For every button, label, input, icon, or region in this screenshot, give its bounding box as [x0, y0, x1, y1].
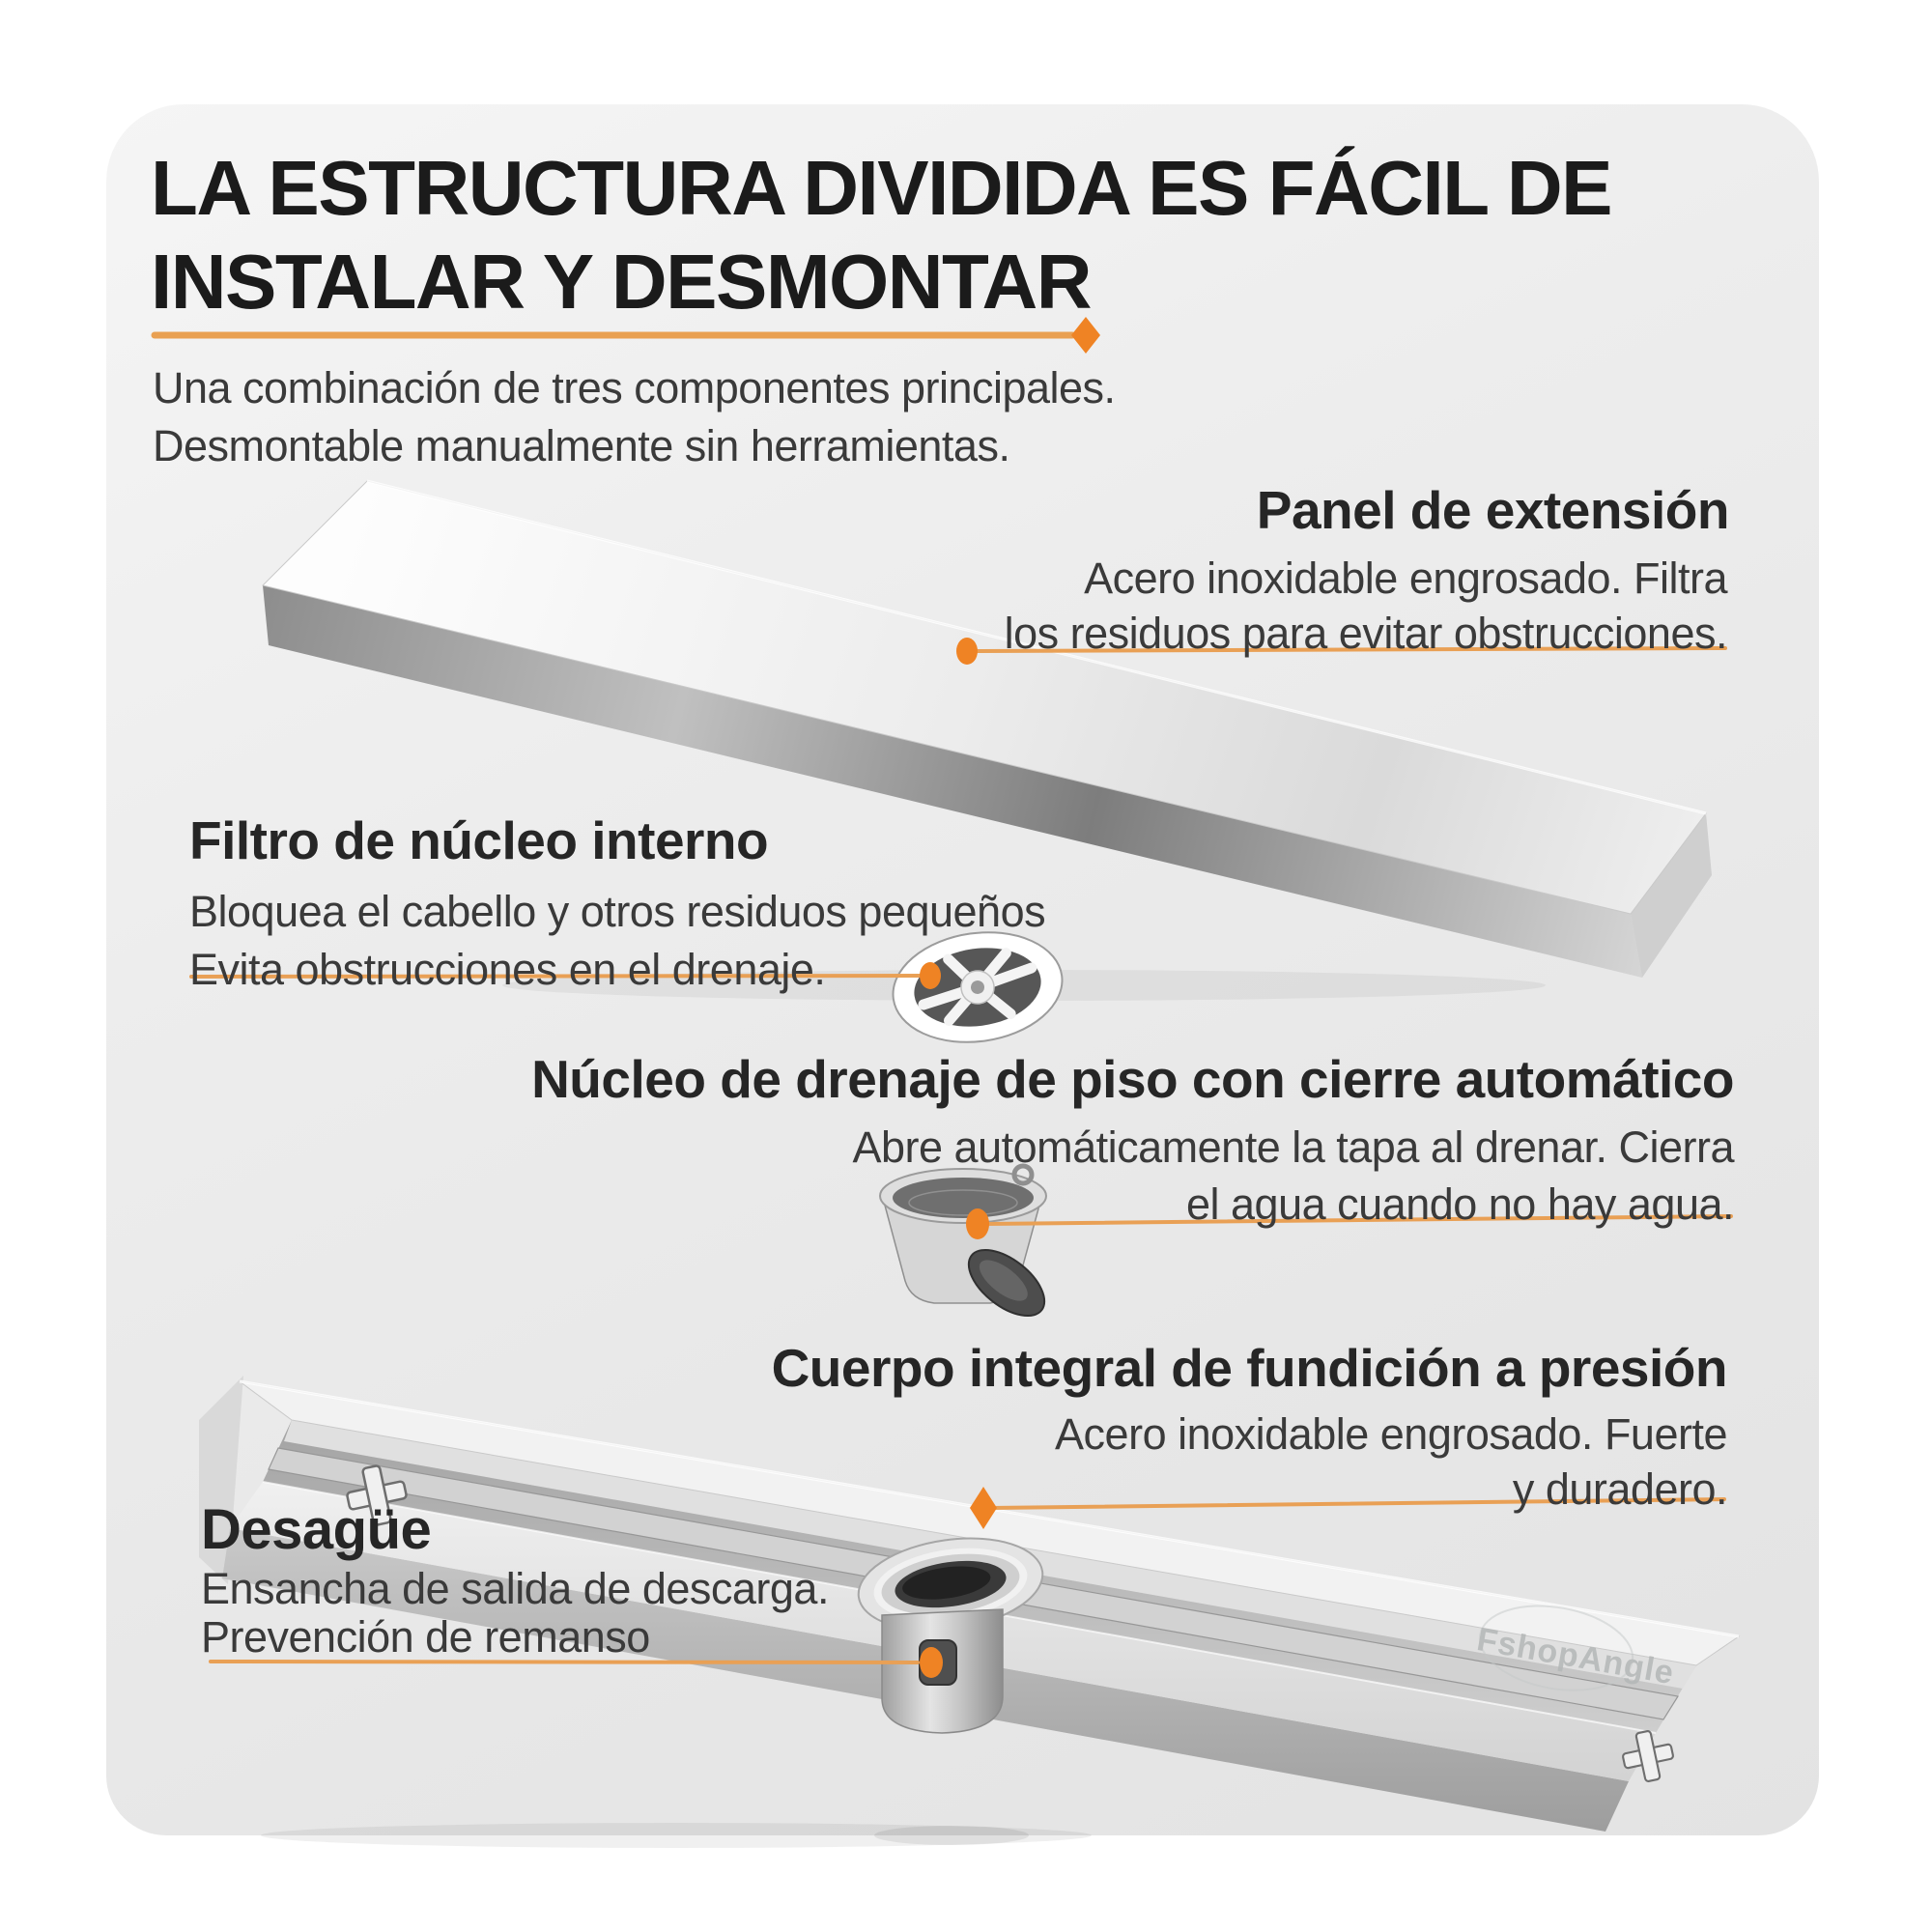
subtitle-line2: Desmontable manualmente sin herramientas.: [153, 421, 1010, 470]
desague-desc-line1: Ensancha de salida de descarga.: [201, 1564, 829, 1613]
desague-section-description: [201, 1565, 829, 1662]
watermark-text: FshopAngle: [1474, 1621, 1678, 1692]
filtro-section-description: [189, 883, 1045, 999]
filtro-section-label: Filtro de núcleo interno: [189, 810, 769, 870]
nucleo-section-label: Núcleo de drenaje de piso con cierre automático: [531, 1049, 1734, 1109]
panel-desc-line2: los residuos para evitar obstrucciones.: [1004, 609, 1727, 658]
filtro-desc-line1: Bloquea el cabello y otros residuos pequeños: [189, 887, 1046, 936]
page-title: [151, 141, 1611, 328]
page-title-line2: INSTALAR Y DESMONTAR: [151, 239, 1092, 325]
cuerpo-section-label: Cuerpo integral de fundición a presión: [771, 1338, 1727, 1398]
nucleo-desc-line2: el agua cuando no hay agua.: [1186, 1179, 1734, 1229]
page-title-line1: LA ESTRUCTURA DIVIDIDA ES FÁCIL DE: [151, 145, 1612, 231]
cuerpo-section-description: [1055, 1406, 1727, 1517]
subtitle-line1: Una combinación de tres componentes principales.: [153, 363, 1116, 412]
panel-desc-line1: Acero inoxidable engrosado. Filtra: [1084, 554, 1727, 603]
cuerpo-desc-line2: y duradero.: [1512, 1464, 1727, 1514]
panel-section-label: Panel de extensión: [1256, 480, 1729, 540]
desague-section-label: Desagüe: [201, 1498, 432, 1561]
panel-section-description: [1005, 551, 1727, 661]
subtitle: [153, 359, 1116, 475]
nucleo-section-description: [852, 1119, 1734, 1233]
cuerpo-desc-line1: Acero inoxidable engrosado. Fuerte: [1055, 1409, 1727, 1459]
pipe-shadow: [874, 1826, 1029, 1845]
desague-desc-line2: Prevención de remanso: [201, 1612, 650, 1662]
desague-callout-dot: [920, 1647, 943, 1678]
panel-callout-dot: [956, 638, 978, 665]
filtro-desc-line2: Evita obstrucciones en el drenaje.: [189, 945, 826, 994]
nucleo-desc-line1: Abre automáticamente la tapa al drenar. Cierra: [852, 1122, 1734, 1172]
